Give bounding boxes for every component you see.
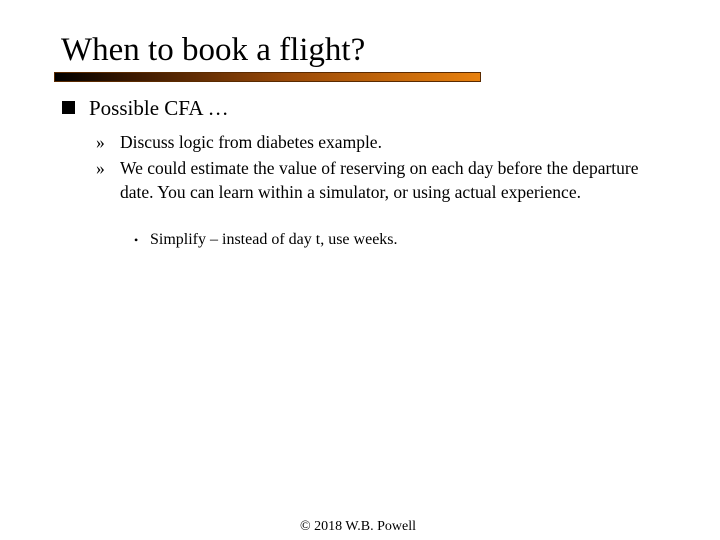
square-bullet-icon <box>62 101 75 114</box>
subsubbullet-text: Simplify – instead of day t, use weeks. <box>150 231 398 248</box>
copyright-text: © 2018 W.B. Powell <box>299 519 417 534</box>
bullet-text: Possible CFA … <box>89 96 229 120</box>
chevron-bullet-icon: » <box>96 132 105 152</box>
subbullet-text: We could estimate the value of reserving on each day before the departure date. You can learn within a simulator, or using actual experience. <box>120 158 639 202</box>
footer <box>0 518 720 536</box>
dot-bullet-icon: • <box>134 233 139 247</box>
subbullet-text: Discuss logic from diabetes example. <box>120 132 382 152</box>
chevron-bullet-icon: » <box>96 158 105 178</box>
slide-title: When to book a flight? <box>61 32 366 68</box>
title-underline-bar <box>54 72 481 82</box>
